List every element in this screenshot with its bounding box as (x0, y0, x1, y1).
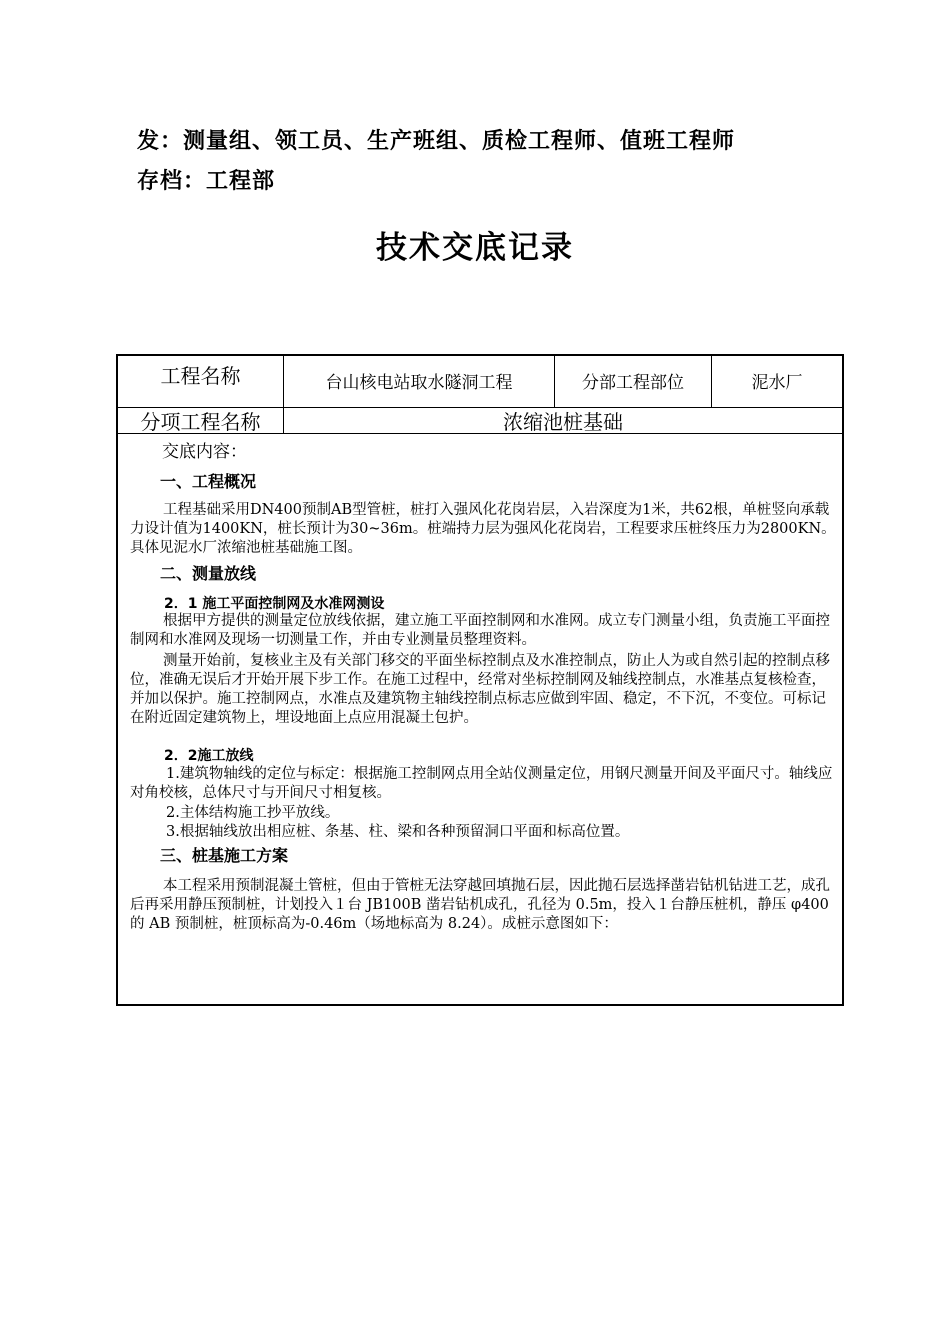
section-label-cell (555, 356, 712, 407)
send-to-line: 发：测量组、领工员、生产班组、质检工程师、值班工程师 (137, 129, 736, 154)
section-2-2-item-1-body: 1.建筑物轴线的定位与标定：根据施工控制网点用全站仪测量定位，用钢尺测量开间及平面尺寸。轴线应对角校核，总体尺寸与开间尺寸相复核。 (130, 766, 833, 801)
section-1-text-body: 工程基础采用DN400预制AB型管桩，桩打入强风化花岗岩层，入岩深度为1米，共62根，单桩竖向承载力设计值为1400KN，桩长预计为30~36m。桩端持力层为强风化花岗岩，工程要求压桩终压力为2800KN。具体见泥水厂浓缩池桩基础施工图。 (130, 502, 836, 556)
section-2-1-para-2-body: 测量开始前，复核业主及有关部门移交的平面坐标控制点及水准控制点，防止人为或自然引起的控制点移位，准确无误后才开始开展下步工作。在施工过程中，经常对坐标控制网及轴线控制点，水准基点复核检查，并加以保护。施工控制网点，水准点及建筑物主轴线控制点标志应做到牢固、稳定，不下沉，不变位。可标记在附近固定建筑物上，埋设地面上点应用混凝土包护。 (130, 653, 830, 726)
section-2-heading: 二、测量放线 (160, 564, 257, 583)
section-3-text-body: 本工程采用预制混凝土管桩，但由于管桩无法穿越回填抛石层，因此抛石层选择凿岩钻机钻进工艺，成孔后再采用静压预制桩，计划投入１台 JB100B 凿岩钻机成孔，孔径为 0.5m，投入１台静压桩机，静压 φ400 的 AB 预制桩，桩顶标高为-0.46m（场地标高为 8.24）。成桩示意图如下： (130, 878, 830, 932)
section-2-2-item-1 (130, 765, 836, 803)
section-2-1-para-1 (130, 612, 836, 650)
section-2-2-item-2-body: 2.主体结构施工抄平放线。 (166, 805, 340, 821)
section-3-heading: 三、桩基施工方案 (160, 846, 289, 865)
section-2-1-heading: 2．1 施工平面控制网及水准网测设 (164, 596, 385, 612)
section-2-2-heading: 2．2施工放线 (164, 748, 254, 764)
document-title: 技术交底记录 (376, 230, 574, 266)
record-table (116, 354, 844, 1006)
subitem-value: 浓缩池桩基础 (503, 410, 623, 434)
section-2-2-item-2 (130, 804, 836, 823)
subitem-cell (284, 407, 842, 433)
content-intro: 交底内容： (162, 442, 247, 462)
table-row-subitem (118, 407, 842, 434)
distribution-block (137, 124, 735, 200)
subitem-label: 分项工程名称 (140, 410, 261, 434)
section-value: 泥水厂 (751, 373, 803, 393)
subitem-label-cell (118, 407, 284, 433)
section-1-text (130, 501, 836, 558)
project-name-label-cell (118, 356, 284, 407)
project-name-value: 台山核电站取水隧洞工程 (325, 373, 513, 393)
section-2-2-item-3 (130, 823, 836, 842)
project-name-label: 工程名称 (160, 364, 241, 388)
section-2-1-para-2 (130, 652, 836, 728)
section-1-heading: 一、工程概况 (160, 472, 257, 491)
section-2-1-para-1-body: 根据甲方提供的测量定位放线依据，建立施工平面控制网和水准网。成立专门测量小组，负责施工平面控制网和水准网及现场一切测量工作，并由专业测量员整理资料。 (130, 613, 830, 648)
archive-line: 存档：工程部 (137, 169, 276, 194)
section-3-text (130, 877, 836, 934)
project-name-cell (284, 356, 555, 407)
table-row-project (118, 356, 842, 408)
section-label: 分部工程部位 (582, 373, 684, 393)
section-2-2-item-3-body: 3.根据轴线放出相应桩、条基、柱、梁和各种预留洞口平面和标高位置。 (166, 824, 630, 840)
section-cell (712, 356, 842, 407)
